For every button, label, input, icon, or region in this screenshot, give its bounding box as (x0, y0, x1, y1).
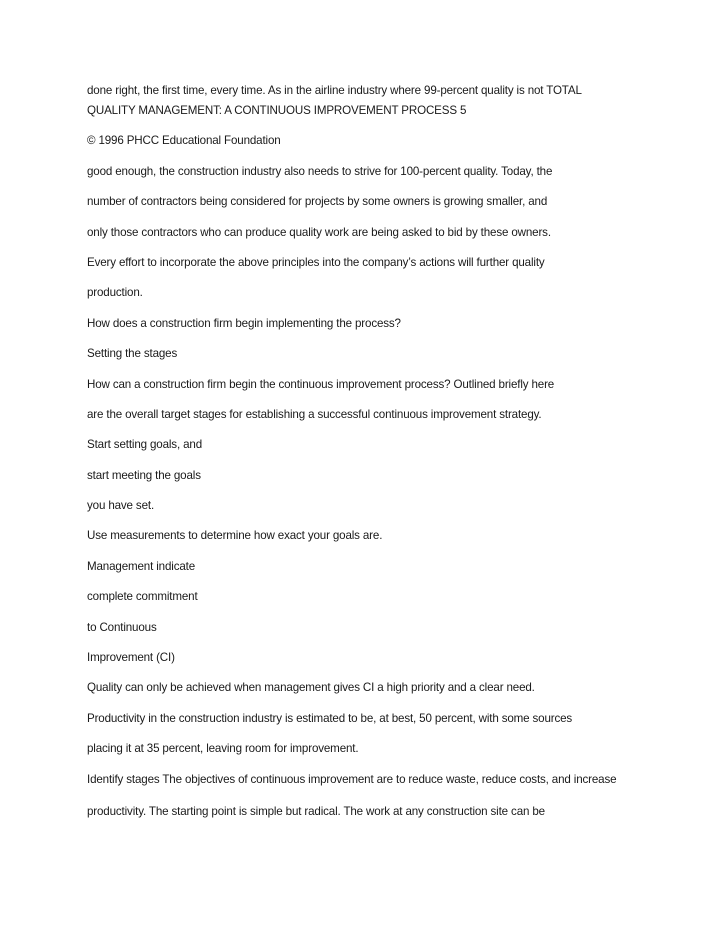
text-line: Use measurements to determine how exact your goals are. (87, 529, 383, 543)
text-line: Improvement (CI) (87, 651, 175, 665)
text-line: Quality can only be achieved when management gives CI a high priority and a clear need. (87, 681, 535, 695)
text-line: number of contractors being considered for projects by some owners is growing smaller, and (87, 195, 548, 209)
text-line: you have set. (87, 499, 155, 513)
text-line: only those contractors who can produce quality work are being asked to bid by these owners. (87, 225, 551, 239)
text-line: placing it at 35 percent, leaving room for improvement. (87, 742, 359, 756)
section-heading: Setting the stages (87, 347, 178, 361)
text-line: Productivity in the construction industry is estimated to be, at best, 50 percent, with some sources (87, 711, 573, 725)
copyright-notice: © 1996 PHCC Educational Foundation (87, 134, 281, 148)
running-header: QUALITY MANAGEMENT: A CONTINUOUS IMPROVEMENT PROCESS 5 (87, 104, 467, 117)
section-question: How does a construction firm begin implementing the process? (87, 316, 401, 330)
text-line: start meeting the goals (87, 468, 201, 482)
document-body (87, 83, 642, 834)
text-line: Identify stages The objectives of continuous improvement are to reduce waste, reduce costs, and increase (87, 772, 617, 786)
text-line: done right, the first time, every time. As in the airline industry where 99-percent quality is not TOTAL (87, 84, 582, 97)
text-line: Every effort to incorporate the above principles into the company’s actions will further quality (87, 255, 545, 269)
text-line: productivity. The starting point is simple but radical. The work at any construction site can be (87, 804, 545, 818)
text-line: are the overall target stages for establishing a successful continuous improvement strategy. (87, 407, 542, 421)
text-line: complete commitment (87, 590, 198, 604)
text-line: Start setting goals, and (87, 438, 202, 452)
text-line: to Continuous (87, 620, 157, 634)
text-line: good enough, the construction industry also needs to strive for 100-percent quality. Today, the (87, 164, 553, 178)
text-line: production. (87, 286, 143, 300)
text-line: How can a construction firm begin the continuous improvement process? Outlined briefly here (87, 377, 555, 391)
text-line: Management indicate (87, 559, 196, 573)
